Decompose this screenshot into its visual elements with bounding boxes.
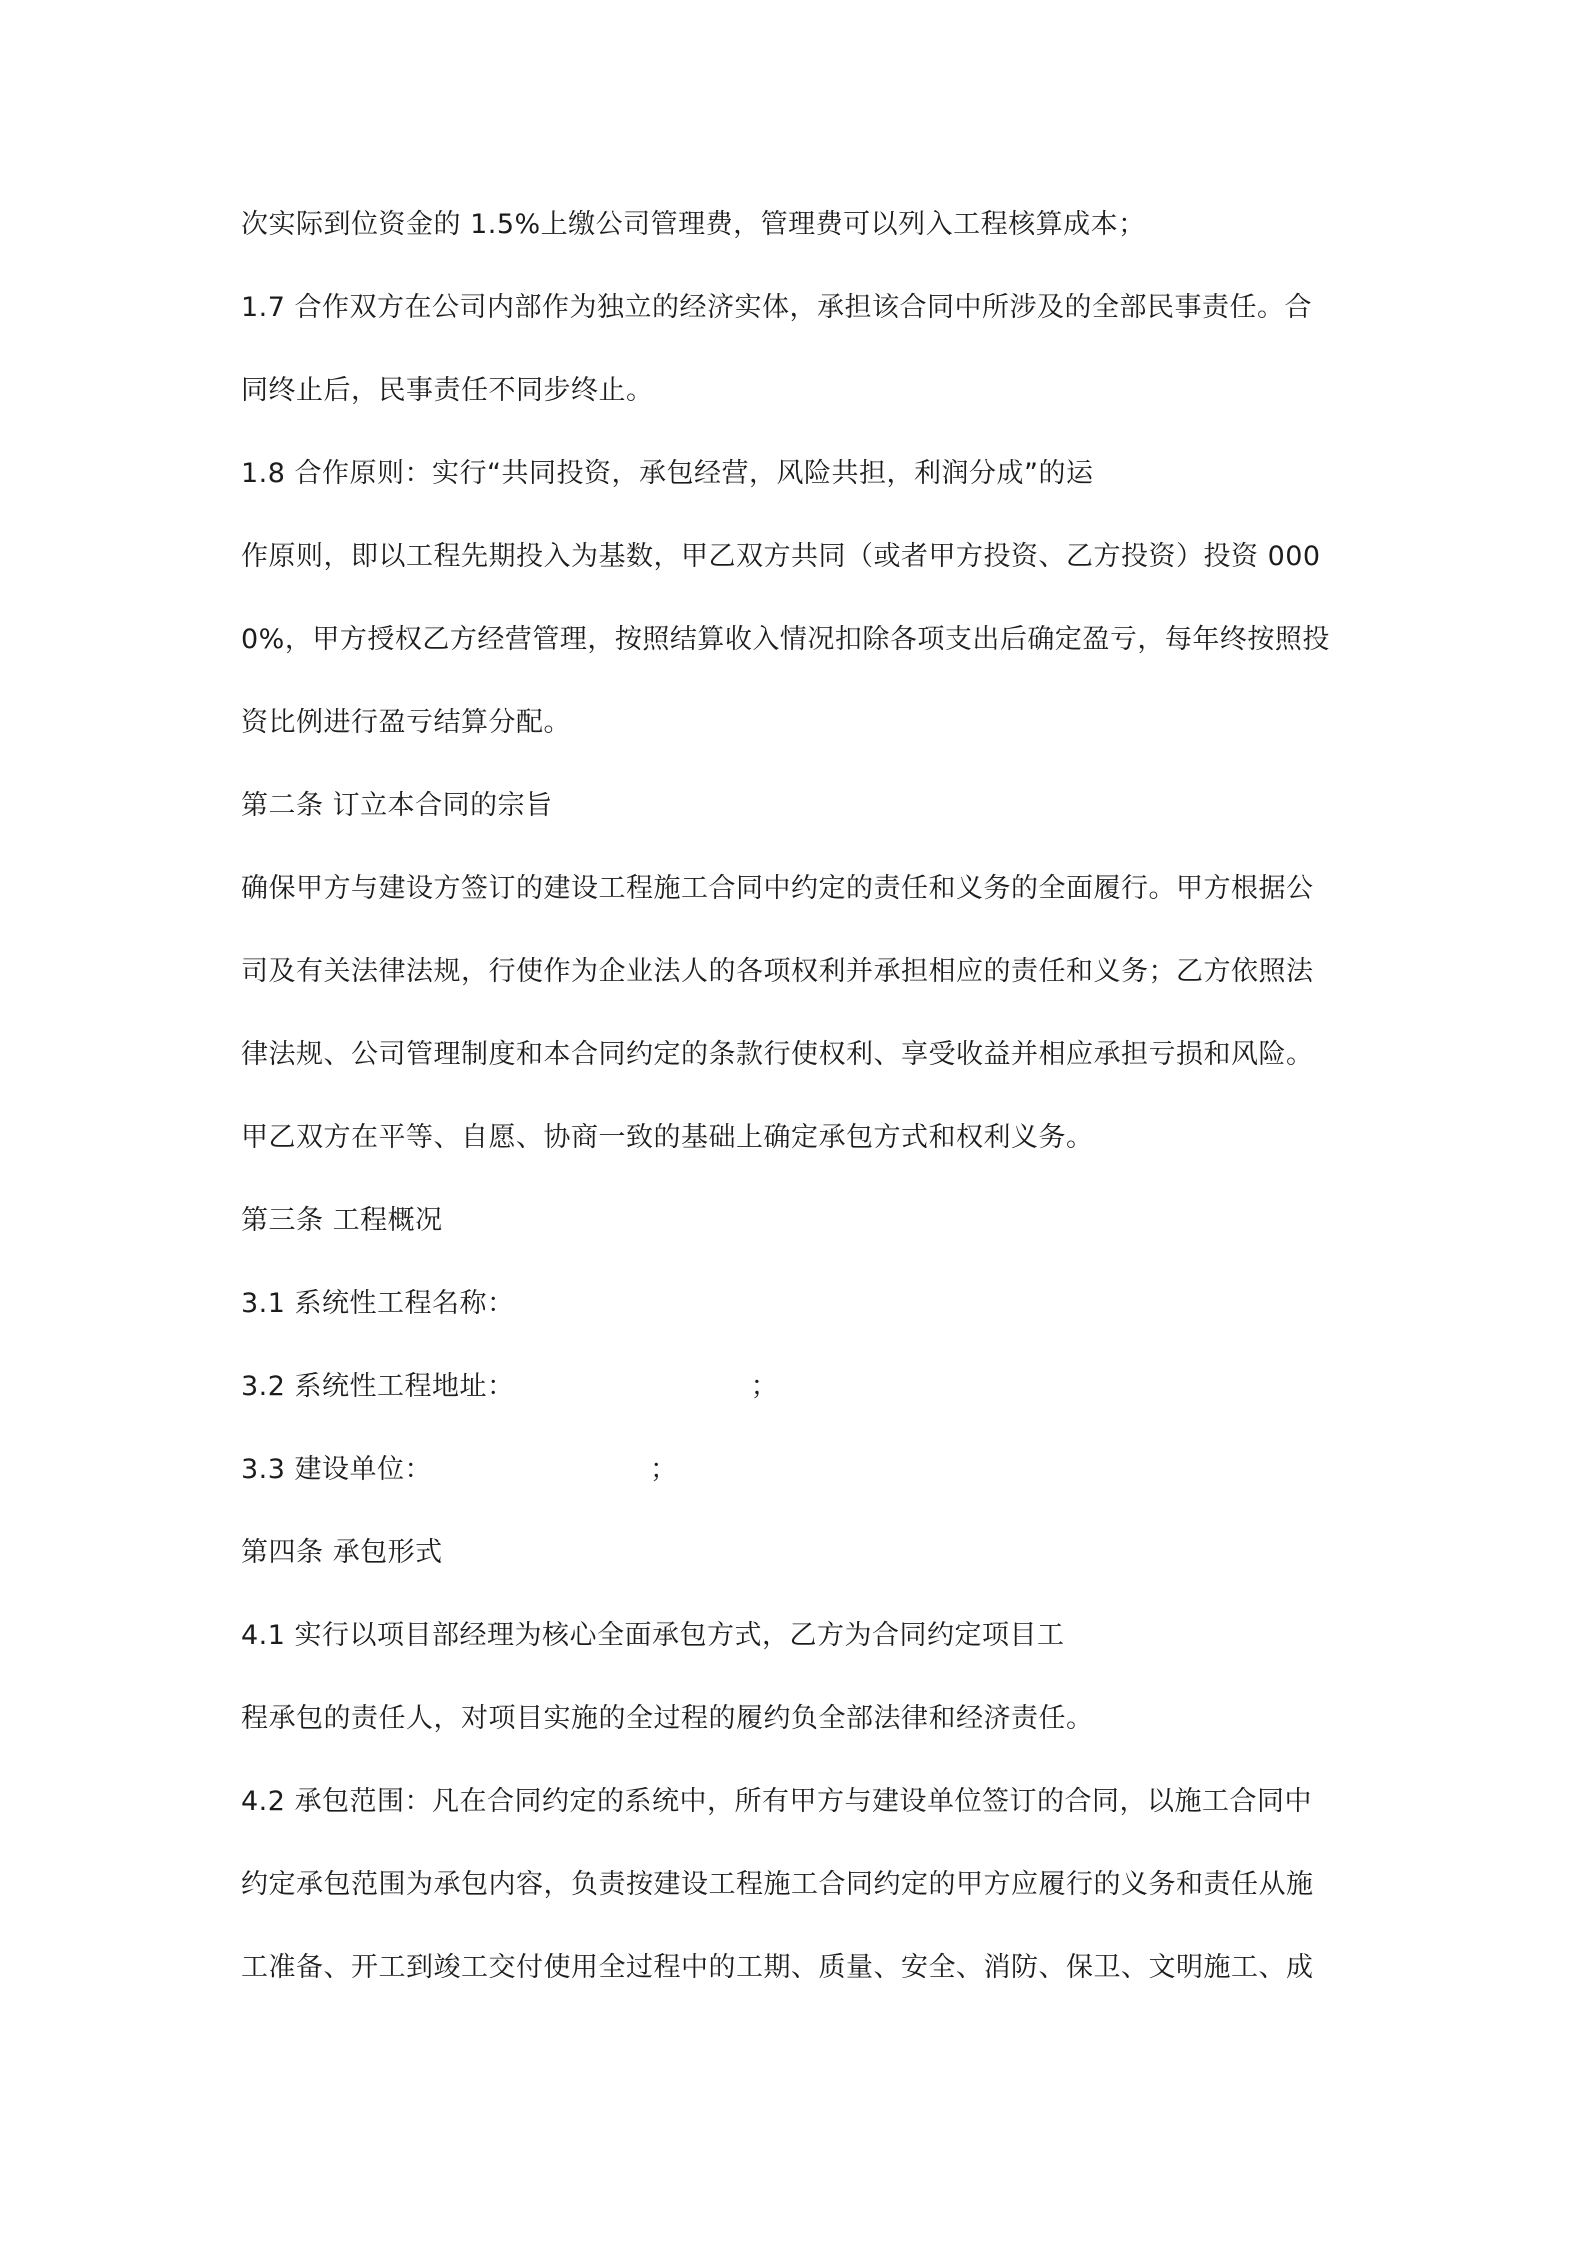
paragraph-line: 3.3 建设单位： ； <box>241 1454 678 1485</box>
section-heading: 第四条 承包形式 <box>241 1537 443 1568</box>
paragraph-line: 3.1 系统性工程名称： <box>241 1288 515 1319</box>
paragraph-line: 甲乙双方在平等、自愿、协商一致的基础上确定承包方式和权利义务。 <box>241 1122 1094 1153</box>
section-heading: 第二条 订立本合同的宗旨 <box>241 790 553 821</box>
paragraph-line: 资比例进行盈亏结算分配。 <box>241 707 571 738</box>
section-heading: 第三条 工程概况 <box>241 1205 443 1236</box>
paragraph-line: 4.1 实行以项目部经理为核心全面承包方式，乙方为合同约定项目工 <box>241 1620 1065 1651</box>
paragraph-line: 确保甲方与建设方签订的建设工程施工合同中约定的责任和义务的全面履行。甲方根据公 <box>241 873 1314 904</box>
paragraph-line: 约定承包范围为承包内容，负责按建设工程施工合同约定的甲方应履行的义务和责任从施 <box>241 1869 1314 1900</box>
paragraph-line: 程承包的责任人，对项目实施的全过程的履约负全部法律和经济责任。 <box>241 1703 1094 1734</box>
paragraph-line: 律法规、公司管理制度和本合同约定的条款行使权利、享受收益并相应承担亏损和风险。 <box>241 1039 1314 1070</box>
paragraph-line: 工准备、开工到竣工交付使用全过程中的工期、质量、安全、消防、保卫、文明施工、成 <box>241 1952 1314 1983</box>
paragraph-line: 4.2 承包范围：凡在合同约定的系统中，所有甲方与建设单位签订的合同，以施工合同中 <box>241 1786 1313 1817</box>
paragraph-line: 3.2 系统性工程地址： ； <box>241 1371 779 1402</box>
paragraph-line: 同终止后，民事责任不同步终止。 <box>241 375 654 406</box>
paragraph-line: 次实际到位资金的 1.5%上缴公司管理费，管理费可以列入工程核算成本； <box>241 209 1146 240</box>
paragraph-line: 1.7 合作双方在公司内部作为独立的经济实体，承担该合同中所涉及的全部民事责任。合 <box>241 292 1313 323</box>
paragraph-line: 0%，甲方授权乙方经营管理，按照结算收入情况扣除各项支出后确定盈亏，每年终按照投 <box>241 624 1330 655</box>
paragraph-line: 作原则，即以工程先期投入为基数，甲乙双方共同（或者甲方投资、乙方投资）投资 000 <box>241 541 1321 572</box>
paragraph-line: 1.8 合作原则：实行“共同投资，承包经营，风险共担，利润分成”的运 <box>241 458 1094 489</box>
paragraph-line: 司及有关法律法规，行使作为企业法人的各项权利并承担相应的责任和义务；乙方依照法 <box>241 956 1314 987</box>
